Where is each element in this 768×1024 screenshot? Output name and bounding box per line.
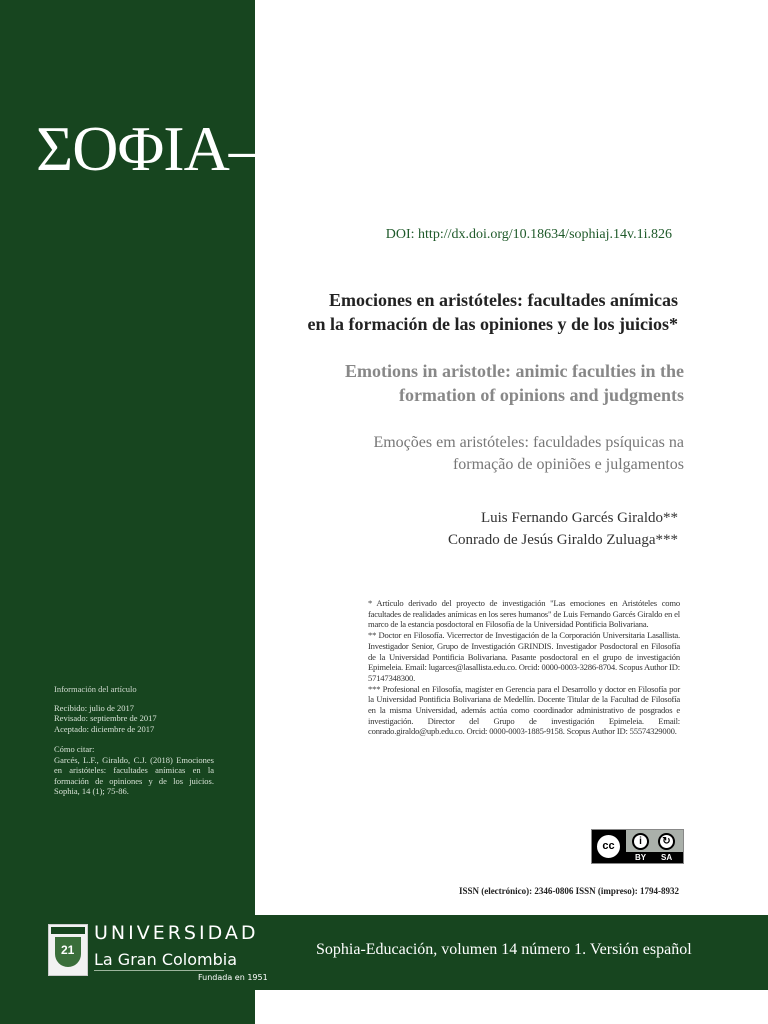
title-en-line-2: formation of opinions and judgments bbox=[398, 385, 684, 405]
footnote-3: *** Profesional en Filosofía, magíster en Gerencia para el Desarrollo y doctor en Filosofía por la Universidad Pontificia Bolivariana de Medellín. Docente Titular de la Facultad de Filosofía en la misma Universidad, además actúa como coordinador administrativo de posgrados e investigación. Director del Grupo de investigación Epimeleia. Email: conrado.giraldo@upb.edu.co. Orcid: 0000-0003-1885-9158. Scopus Author ID: 55574329000. bbox=[368, 683, 680, 737]
article-title-portuguese bbox=[224, 432, 684, 476]
creative-commons-badge[interactable] bbox=[591, 829, 684, 864]
footnotes bbox=[368, 598, 680, 737]
cc-attribution-panel bbox=[626, 830, 683, 863]
received-date: Recibido: julio de 2017 bbox=[54, 702, 135, 713]
edition-caption: Sophia-Educación, volumen 14 número 1. Versión español bbox=[316, 941, 692, 958]
sa-label: SA bbox=[661, 853, 673, 862]
journal-title: ΣΟΦΙΑ–SOPHIA bbox=[36, 113, 485, 184]
university-logo bbox=[48, 922, 268, 984]
revised-date: Revisado: septiembre de 2017 bbox=[54, 713, 157, 723]
title-es-line-1: Emociones en aristóteles: facultades anímicas bbox=[329, 290, 678, 310]
author-2: Conrado de Jesús Giraldo Zuluaga*** bbox=[448, 532, 678, 548]
university-word: UNIVERSIDAD bbox=[94, 922, 259, 944]
issn-line: ISSN (electrónico): 2346-0806 ISSN (impreso): 1794-8932 bbox=[458, 886, 679, 896]
title-pt-line-1: Emoções em aristóteles: faculdades psíquicas na bbox=[373, 434, 684, 451]
doi-link[interactable]: DOI: http://dx.doi.org/10.18634/sophiaj.14v.1i.826 bbox=[385, 227, 672, 242]
article-info bbox=[54, 684, 214, 797]
article-title-spanish bbox=[218, 288, 678, 336]
footnote-1: * Artículo derivado del proyecto de investigación "Las emociones en Aristóteles como facultades de realidades anímicas en los seres humanos" de Luis Fernando Garcés Giraldo en el marco de la estancia posdoctoral en Filosofía de la Universidad Pontificia Bolivariana. bbox=[368, 598, 680, 630]
article-info-heading: Información del artículo bbox=[54, 684, 137, 694]
article-dates bbox=[54, 703, 214, 735]
logo-divider bbox=[94, 970, 224, 971]
title-es-line-2: en la formación de las opiniones y de los juicios* bbox=[307, 314, 678, 334]
accepted-date: Aceptado: diciembre de 2017 bbox=[54, 723, 155, 734]
footnote-2: ** Doctor en Filosofía. Vicerrector de Investigación de la Corporación Universitaria Lasallista. Investigador Senior, Grupo de Investigación GRINDIS. Investigador Posdoctoral en Filosofía de la Universidad Pontificia Bolivariana. Pasante posdoctoral en el grupo de investigación Epimeleia. Email: lugarces@lasallista.edu.co. Orcid: 0000-0003-3286-8704. Scopus Author ID: 57147348300. bbox=[368, 630, 680, 683]
person-icon: i bbox=[632, 833, 649, 850]
author-1: Luis Fernando Garcés Giraldo** bbox=[480, 510, 678, 526]
author-list bbox=[448, 507, 678, 551]
cc-labels bbox=[626, 852, 683, 863]
by-label: BY bbox=[635, 853, 647, 862]
citation-text: Garcés, L.F., Giraldo, C.J. (2018) Emociones en aristóteles: facultades anímicas en la formación de opiniones y de los juicios. Sophia, 14 (1); 75-86. bbox=[54, 754, 214, 796]
title-en-line-1: Emotions in aristotle: animic faculties in the bbox=[345, 361, 684, 381]
cite-heading: Cómo citar: bbox=[54, 744, 95, 754]
university-name: La Gran Colombia bbox=[94, 950, 237, 969]
founded-note: Fundada en 1951 bbox=[198, 973, 268, 982]
university-shield-icon: 21 bbox=[48, 924, 88, 976]
title-pt-line-2: formação de opiniões e julgamentos bbox=[452, 456, 684, 473]
cc-icon: cc bbox=[595, 833, 622, 860]
article-title-english bbox=[224, 359, 684, 407]
share-alike-icon: ↻ bbox=[658, 833, 675, 850]
